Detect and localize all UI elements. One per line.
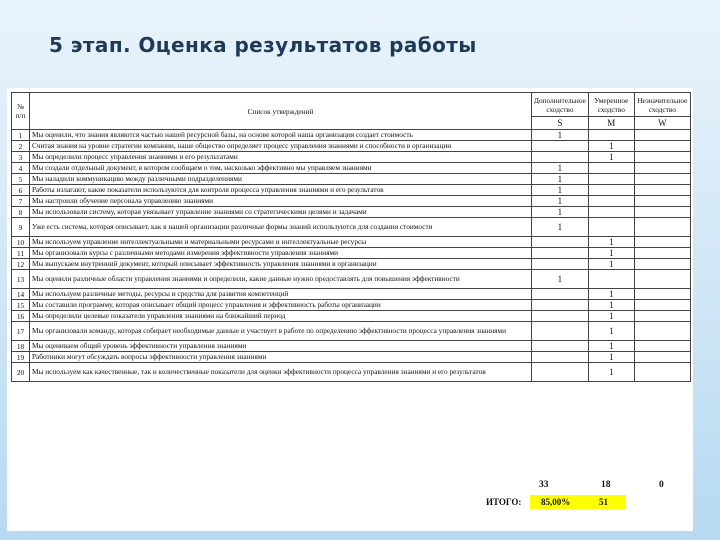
- header-weak-similarity: Незначительное сходство: [634, 93, 690, 117]
- table-row: [12, 130, 691, 141]
- row-statement: Считая знания на уровне стратегии компании, наше общество определяет процесс управления знаниями и способности в организации: [30, 141, 532, 152]
- row-w-mark: [634, 163, 690, 174]
- row-s-mark: [532, 237, 589, 248]
- row-m-mark: 1: [588, 289, 634, 300]
- table-row: [12, 259, 691, 270]
- row-m-mark: 1: [588, 300, 634, 311]
- table-row: [12, 185, 691, 196]
- row-number: 9: [12, 218, 30, 237]
- row-m-mark: [588, 270, 634, 289]
- table-row: [12, 163, 691, 174]
- row-s-mark: [532, 322, 589, 341]
- assessment-sheet: [7, 88, 693, 531]
- row-s-mark: 1: [532, 270, 589, 289]
- row-number: 10: [12, 237, 30, 248]
- row-number: 19: [12, 352, 30, 363]
- row-m-mark: 1: [588, 363, 634, 382]
- total-m: 18: [601, 480, 611, 490]
- row-s-mark: [532, 311, 589, 322]
- row-statement: Уже есть система, которая описывает, как в нашей организации различные формы знаний используются для создания стоимости: [30, 218, 532, 237]
- row-w-mark: [634, 341, 690, 352]
- row-w-mark: [634, 248, 690, 259]
- row-s-mark: 1: [532, 196, 589, 207]
- table-row: [12, 341, 691, 352]
- row-statement: Мы создали отдельный документ, в котором сообщаем о том, насколько эффективно мы управляем знаниями: [30, 163, 532, 174]
- row-number: 5: [12, 174, 30, 185]
- row-m-mark: 1: [588, 352, 634, 363]
- row-m-mark: [588, 218, 634, 237]
- row-m-mark: [588, 174, 634, 185]
- row-number: 2: [12, 141, 30, 152]
- row-m-mark: 1: [588, 341, 634, 352]
- row-number: 7: [12, 196, 30, 207]
- row-w-mark: [634, 363, 690, 382]
- assessment-table: [11, 92, 691, 382]
- table-row: [12, 207, 691, 218]
- row-number: 13: [12, 270, 30, 289]
- row-m-mark: 1: [588, 141, 634, 152]
- header-number: № п/п: [12, 93, 30, 130]
- row-number: 8: [12, 207, 30, 218]
- row-w-mark: [634, 270, 690, 289]
- row-statement: Мы оценили, что знания являются частью нашей ресурсной базы, на основе которой наша организация создает стоимость: [30, 130, 532, 141]
- row-w-mark: [634, 130, 690, 141]
- header-moderate-similarity: Умеренное сходство: [588, 93, 634, 117]
- row-number: 4: [12, 163, 30, 174]
- row-s-mark: 1: [532, 218, 589, 237]
- row-statement: Мы составили программу, которая описывает общий процесс управления и эффективность работы организации: [30, 300, 532, 311]
- row-statement: Мы выпускаем внутренний документ, который описывает эффективность управления знаниями в организации: [30, 259, 532, 270]
- row-s-mark: 1: [532, 163, 589, 174]
- row-statement: Мы организовали курсы с различными методами измерения эффективности управления знаниями: [30, 248, 532, 259]
- row-statement: Мы используем различные методы, ресурсы и средства для развития компетенций: [30, 289, 532, 300]
- row-statement: Мы использовали систему, которая увязывает управление знаниями со стратегическими целями и задачами: [30, 207, 532, 218]
- row-m-mark: [588, 207, 634, 218]
- row-w-mark: [634, 300, 690, 311]
- row-s-mark: [532, 300, 589, 311]
- row-statement: Мы используем управление интеллектуальными и материальными ресурсами и интеллектуальные ресурсы: [30, 237, 532, 248]
- row-s-mark: [532, 152, 589, 163]
- row-s-mark: [532, 141, 589, 152]
- row-statement: Мы определили целевые показатели управления знаниями на ближайший период: [30, 311, 532, 322]
- row-m-mark: [588, 163, 634, 174]
- total-s: 33: [539, 480, 549, 490]
- total-sum: 51: [599, 497, 608, 507]
- row-number: 11: [12, 248, 30, 259]
- header-s: S: [532, 117, 589, 130]
- row-w-mark: [634, 152, 690, 163]
- row-statement: Мы наладили коммуникацию между различными подразделениями: [30, 174, 532, 185]
- row-m-mark: 1: [588, 237, 634, 248]
- row-s-mark: [532, 363, 589, 382]
- row-w-mark: [634, 196, 690, 207]
- row-number: 17: [12, 322, 30, 341]
- row-w-mark: [634, 141, 690, 152]
- row-w-mark: [634, 311, 690, 322]
- row-s-mark: [532, 341, 589, 352]
- row-m-mark: 1: [588, 259, 634, 270]
- row-statement: Работы излагают, какие показатели используются для контроля процесса управления знаниями и его результатов: [30, 185, 532, 196]
- row-w-mark: [634, 218, 690, 237]
- total-w: 0: [659, 480, 664, 490]
- row-m-mark: 1: [588, 311, 634, 322]
- table-row: [12, 270, 691, 289]
- row-statement: Мы настроили обучение персонала управлению знаниями: [30, 196, 532, 207]
- total-label: ИТОГО:: [486, 497, 522, 507]
- table-row: [12, 141, 691, 152]
- row-number: 12: [12, 259, 30, 270]
- header-strong-similarity: Дополнительное сходство: [532, 93, 589, 117]
- row-w-mark: [634, 259, 690, 270]
- table-row: [12, 196, 691, 207]
- row-w-mark: [634, 174, 690, 185]
- table-row: [12, 237, 691, 248]
- row-s-mark: 1: [532, 185, 589, 196]
- row-w-mark: [634, 289, 690, 300]
- table-row: [12, 352, 691, 363]
- header-m: M: [588, 117, 634, 130]
- table-row: [12, 363, 691, 382]
- row-statement: Мы оценили различные области управления знаниями и определили, какие данные нужно предоставлять для повышения эффективности: [30, 270, 532, 289]
- table-row: [12, 174, 691, 185]
- row-number: 3: [12, 152, 30, 163]
- row-number: 14: [12, 289, 30, 300]
- header-statement: Список утверждений: [30, 93, 532, 130]
- row-statement: Работники могут обсуждать вопросы эффективности управления знаниями: [30, 352, 532, 363]
- row-w-mark: [634, 322, 690, 341]
- row-number: 1: [12, 130, 30, 141]
- table-row: [12, 218, 691, 237]
- row-statement: Мы организовали команду, которая собирает необходимые данные и участвует в работе по определению эффективности процесса управления знаниями: [30, 322, 532, 341]
- row-m-mark: 1: [588, 322, 634, 341]
- row-m-mark: 1: [588, 152, 634, 163]
- row-w-mark: [634, 207, 690, 218]
- row-number: 15: [12, 300, 30, 311]
- row-s-mark: [532, 352, 589, 363]
- table-row: [12, 300, 691, 311]
- row-statement: Мы оцениваем общий уровень эффективности управления знаниями: [30, 341, 532, 352]
- table-row: [12, 311, 691, 322]
- table-row: [12, 152, 691, 163]
- row-number: 16: [12, 311, 30, 322]
- row-s-mark: 1: [532, 130, 589, 141]
- row-w-mark: [634, 185, 690, 196]
- total-percent: 85,00%: [541, 497, 571, 507]
- row-statement: Мы определили процесс управления знаниями и его результатами: [30, 152, 532, 163]
- row-number: 20: [12, 363, 30, 382]
- row-m-mark: [588, 185, 634, 196]
- row-statement: Мы используем как качественные, так и количественные показатели для оценки эффективности процесса управления знаниями и его результатов: [30, 363, 532, 382]
- row-s-mark: [532, 289, 589, 300]
- row-number: 6: [12, 185, 30, 196]
- row-w-mark: [634, 237, 690, 248]
- row-number: 18: [12, 341, 30, 352]
- header-w: W: [634, 117, 690, 130]
- row-s-mark: 1: [532, 207, 589, 218]
- row-s-mark: [532, 248, 589, 259]
- slide-title: 5 этап. Оценка результатов работы: [49, 33, 477, 57]
- row-s-mark: 1: [532, 174, 589, 185]
- row-m-mark: [588, 196, 634, 207]
- table-row: [12, 322, 691, 341]
- row-m-mark: 1: [588, 248, 634, 259]
- row-m-mark: [588, 130, 634, 141]
- table-row: [12, 289, 691, 300]
- row-s-mark: [532, 259, 589, 270]
- row-w-mark: [634, 352, 690, 363]
- table-row: [12, 248, 691, 259]
